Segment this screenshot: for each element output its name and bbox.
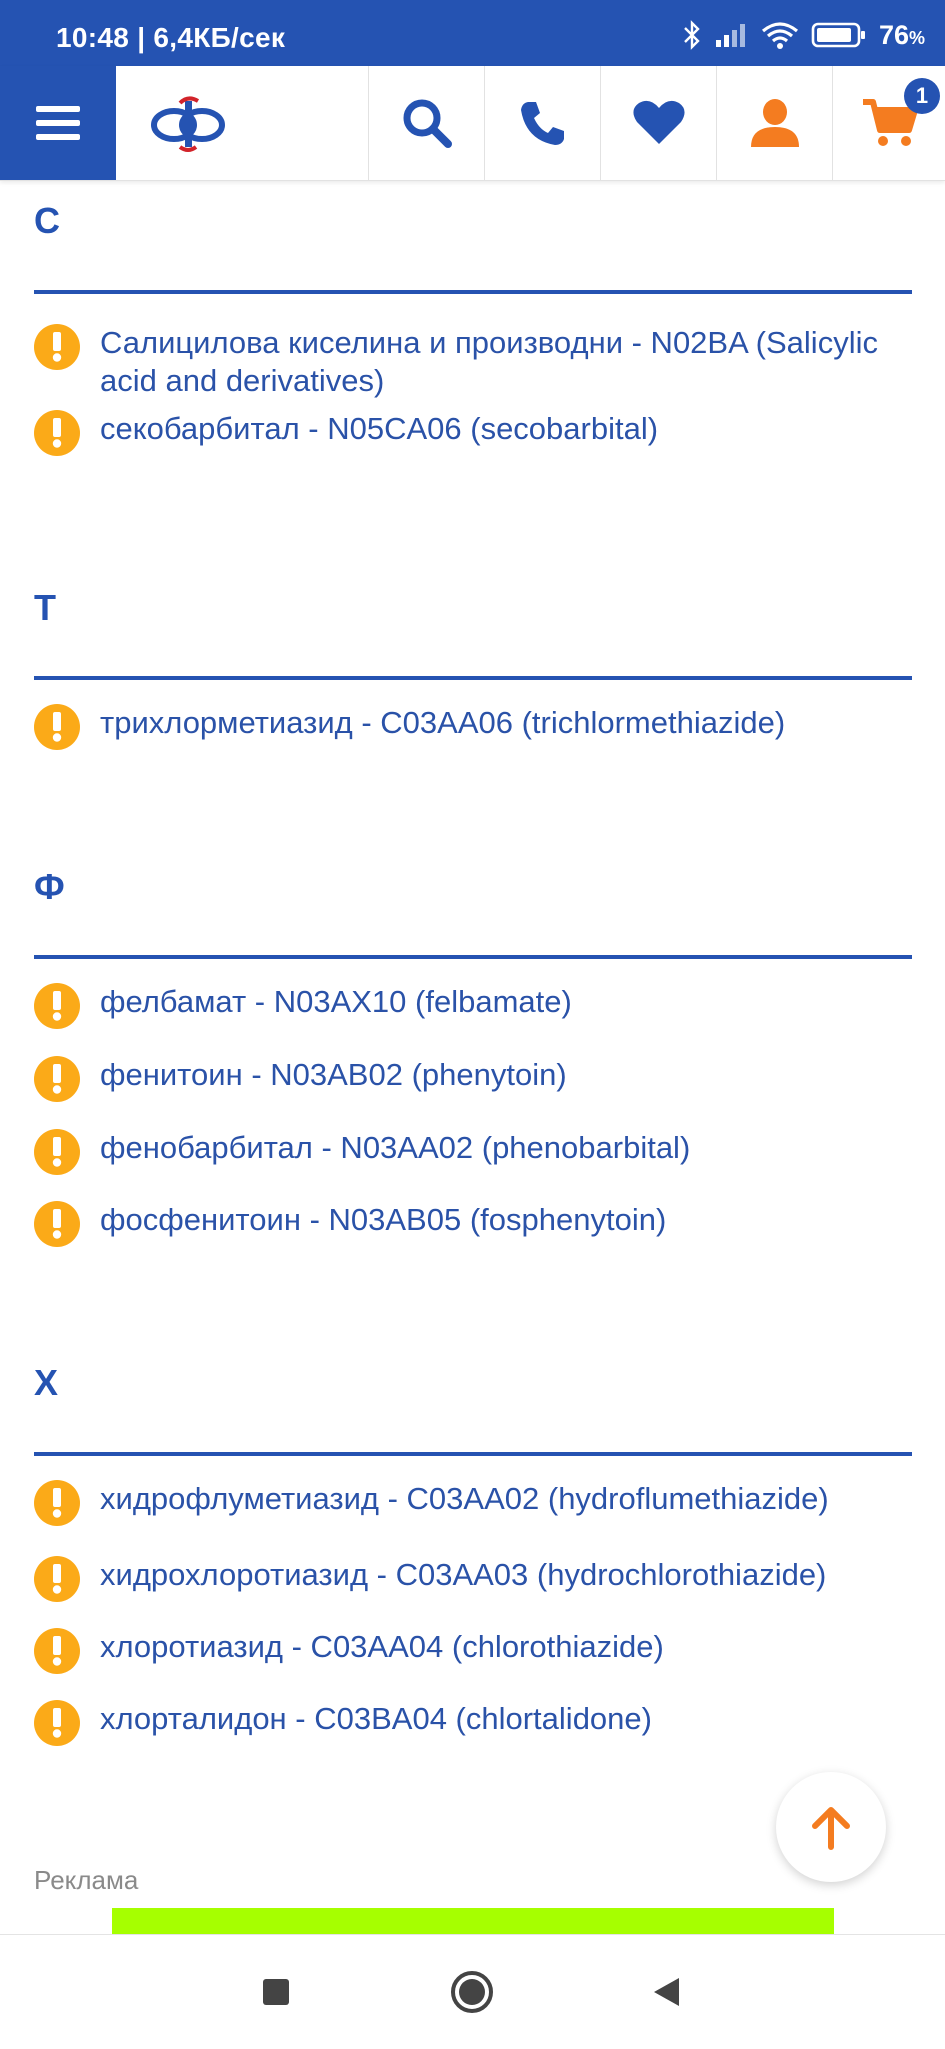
recents-button[interactable]: [226, 1935, 326, 2049]
user-icon: [748, 97, 802, 149]
arrow-up-icon: [807, 1803, 855, 1851]
warning-icon: [34, 1480, 80, 1526]
phone-icon: [518, 98, 568, 148]
list-item-link[interactable]: трихлорметиазид - C03AA06 (trichlormethiazide): [100, 705, 786, 740]
bluetooth-icon: [681, 20, 703, 50]
list-item-link[interactable]: фенитоин - N03AB02 (phenytoin): [100, 1057, 567, 1092]
circle-icon: [449, 1969, 495, 2015]
list-item-link[interactable]: фелбамат - N03AX10 (felbamate): [100, 984, 572, 1019]
square-icon: [262, 1978, 290, 2006]
list-item[interactable]: [34, 1201, 912, 1247]
warning-icon: [34, 1628, 80, 1674]
list-item[interactable]: [34, 704, 912, 750]
list-item[interactable]: [34, 1700, 912, 1746]
home-button[interactable]: [422, 1935, 522, 2049]
ad-label: Реклама: [34, 1865, 139, 1895]
list-item[interactable]: [34, 983, 912, 1029]
favorites-button[interactable]: [600, 66, 716, 180]
warning-icon: [34, 1056, 80, 1102]
status-time: 10:48 | 6,4КБ/сек: [56, 22, 286, 53]
list-item[interactable]: [34, 1480, 912, 1526]
list-item[interactable]: [34, 1056, 912, 1102]
section-divider: [34, 955, 912, 959]
warning-icon: [34, 324, 80, 370]
battery-icon: [811, 21, 867, 49]
warning-icon: [34, 1201, 80, 1247]
list-item[interactable]: [34, 1129, 912, 1175]
section-divider: [34, 1452, 912, 1456]
section-letter: С: [34, 200, 60, 241]
warning-icon: [34, 410, 80, 456]
section-divider: [34, 676, 912, 680]
app-header: [0, 66, 945, 181]
heart-icon: [631, 98, 687, 148]
wifi-icon: [761, 20, 799, 50]
section-divider: [34, 290, 912, 294]
section-letter: Х: [34, 1362, 59, 1403]
back-triangle-icon: [651, 1976, 681, 2008]
system-nav-bar: [0, 1934, 945, 2049]
warning-icon: [34, 704, 80, 750]
list-item-link[interactable]: секобарбитал - N05CA06 (secobarbital): [100, 411, 659, 446]
back-button[interactable]: [616, 1935, 716, 2049]
search-button[interactable]: [368, 66, 484, 180]
list-item-link[interactable]: фосфенитоин - N03AB05 (fosphenytoin): [100, 1202, 667, 1237]
search-icon: [401, 97, 453, 149]
list-item-link[interactable]: Салицилова киселина и производни - N02BA (Salicylic acid and derivatives): [100, 325, 878, 398]
signal-icon: [715, 22, 749, 48]
battery-percent: 76%: [878, 19, 925, 50]
account-button[interactable]: [716, 66, 832, 180]
cart-count-badge: 1: [904, 78, 940, 114]
menu-button[interactable]: [0, 66, 116, 180]
phone-button[interactable]: [484, 66, 600, 180]
warning-icon: [34, 1556, 80, 1602]
section-letter: Т: [34, 587, 56, 628]
status-bar: [0, 0, 945, 66]
list-item-link[interactable]: хидрофлуметиазид - C03AA02 (hydroflumethiazide): [100, 1481, 829, 1516]
list-item[interactable]: [34, 324, 912, 400]
list-item[interactable]: [34, 1628, 912, 1674]
list-item[interactable]: [34, 1556, 912, 1602]
status-icons: [681, 18, 925, 52]
list-item-link[interactable]: фенобарбитал - N03AA02 (phenobarbital): [100, 1130, 691, 1165]
warning-icon: [34, 1129, 80, 1175]
list-item[interactable]: [34, 410, 912, 456]
section-letter: Ф: [34, 866, 65, 907]
warning-icon: [34, 983, 80, 1029]
list-item-link[interactable]: хлоротиазид - C03AA04 (chlorothiazide): [100, 1629, 664, 1664]
scroll-to-top-button[interactable]: [776, 1772, 886, 1882]
list-item-link[interactable]: хидрохлоротиазид - C03AA03 (hydrochlorothiazide): [100, 1557, 827, 1592]
menu-icon: [34, 103, 82, 143]
logo[interactable]: [150, 91, 226, 155]
ad-banner[interactable]: [112, 1908, 834, 1936]
warning-icon: [34, 1700, 80, 1746]
cart-button[interactable]: [832, 66, 945, 180]
list-item-link[interactable]: хлорталидон - C03BA04 (chlortalidone): [100, 1701, 652, 1736]
